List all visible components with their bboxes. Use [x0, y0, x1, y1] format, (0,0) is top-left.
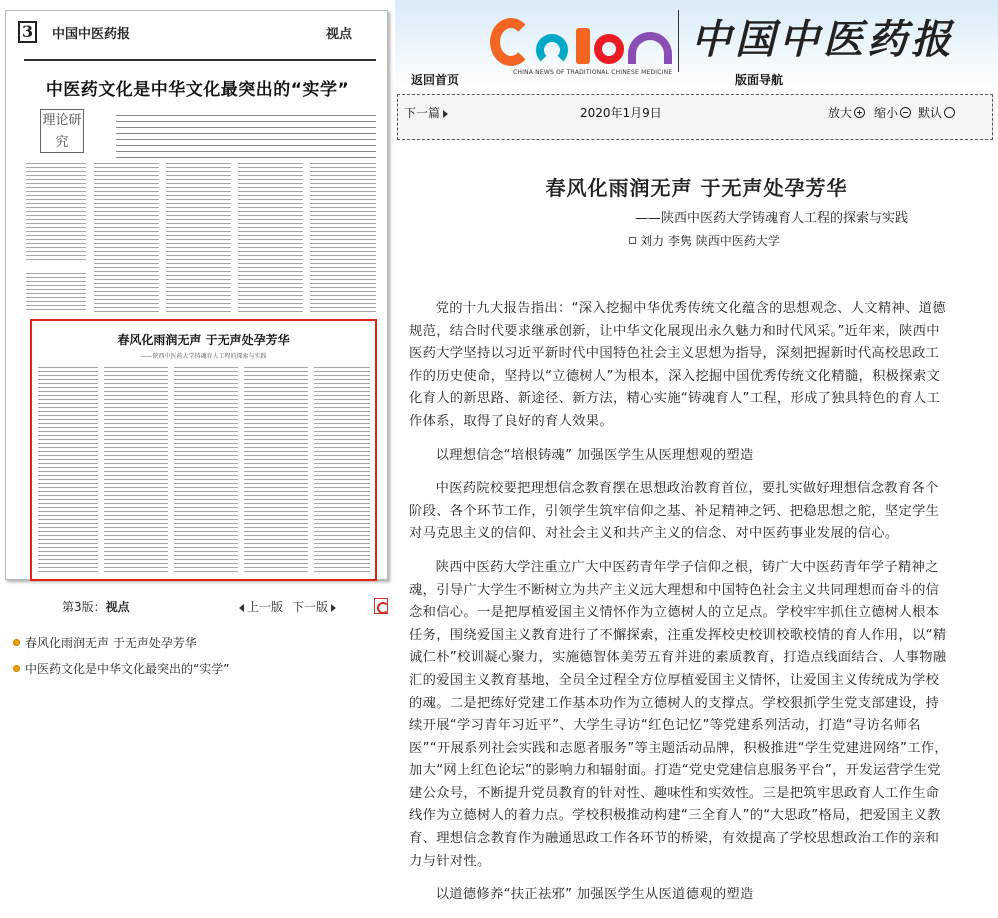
masthead-divider [678, 10, 679, 72]
article-paragraph: 党的十九大报告指出：“深入挖掘中华优秀传统文化蕴含的思想观念、人文精神、道德规范，结合时代要求继承创新，让中华文化展现出永久魅力和时代风采。”近年来，陕西中医药大学坚持以习近平新时代中国特色社会主义思想为指导，深刻把握新时代高校思政工作的历史使命，坚持以“立德树人”为根本，深入挖掘中国优秀传统文化精髓，积极探索文化育人的新思路、新途径、新方法，精心实施“铸魂育人”工程，形成了独具特色的育人工作体系，取得了良好的育人效果。 [409, 301, 946, 429]
zoom-in-button[interactable]: 放大 [828, 104, 865, 121]
highlighted-article-title: 春风化雨润无声 于无声处孕芳华 [117, 333, 290, 347]
article-section-heading: 以理想信念“培根铸魂” 加强医学生从医理想观的塑造 [435, 447, 754, 463]
next-page-link[interactable]: 下一版 [292, 598, 339, 615]
bullet-icon [13, 665, 20, 672]
circle-icon [944, 107, 955, 118]
triangle-left-icon [239, 604, 244, 612]
author-icon [629, 237, 636, 244]
text-column [38, 367, 98, 572]
text-column [244, 367, 308, 572]
triangle-right-icon [331, 604, 336, 612]
newspaper-page-thumbnail[interactable] [5, 10, 388, 580]
article-section-heading: 以道德修养“扶正祛邪” 加强医学生从医道德观的塑造 [435, 887, 754, 903]
prev-page-link[interactable]: 上一版 [236, 598, 283, 615]
page-header-rule [24, 41, 376, 61]
next-article-link[interactable]: 下一篇 [404, 104, 451, 121]
article-byline: 刘力 李隽 陕西中医药大学 [395, 232, 998, 249]
page-section-link[interactable]: 视点 [105, 600, 130, 614]
logo-caption: CHINA NEWS OF TRADITIONAL CHINESE MEDICINE [513, 69, 673, 76]
brand-name: 中国中医药报 [691, 16, 955, 63]
article-link[interactable]: 中医药文化是中华文化最突出的“实学” [13, 660, 229, 677]
pdf-download-icon[interactable] [374, 598, 388, 614]
article-paragraph: 陕西中医药大学注重立广大中医药青年学子信仰之根，铸广大中医药青年学子精神之魂，引导广大学生不断树立为共产主义远大理想和中国特色社会主义共同理想而奋斗的信念和信心。一是把厚植爱国主义情怀作为立德树人的立足点。学校牢牢抓住立德树人根本任务，围绕爱国主义教育进行了不懈探索，注重发挥校史校训校歌校情的育人作用，以“精诚仁朴”校训凝心聚力，实施德智体美劳五育并进的素质教育，打造点线面结合、人事物融汇的爱国主义教育基地，全员全过程全方位厚植爱国主义情怀，让爱国主义传统成为学校的魂。二是把练好党建工作基本功作为立德树人的支撑点。学校狠抓学生党支部建设，持续开展“学习青年习近平”、大学生寻访“红色记忆”等党建系列活动，打造“寻访名师名医”“开展系列社会实践和志愿者服务”等主题活动品牌，积极推进“学生党建进网络”工作，加大“网上红色论坛”的影响力和辐射面。打造“党史党建信息服务平台”，开发运营学生党建公众号，不断提升党员教育的针对性、趣味性和实效性。三是把筑牢思政育人工作生命线作为立德树人的着力点。学校积极推动构建“三全育人”的“大思政”格局，把爱国主义教育、理想信念教育作为融通思政工作各环节的桥梁，有效提高了学校思想政治工作的亲和力与针对性。 [409, 559, 949, 869]
page-navigation [0, 598, 395, 616]
highlighted-article-subtitle: ——陕西中医药大学铸魂育人工程的探索与实践 [140, 353, 267, 360]
theory-research-badge: 理论研究 [40, 109, 84, 153]
article-toolbar [397, 94, 993, 140]
text-column [314, 367, 370, 572]
triangle-right-icon [443, 110, 448, 118]
left-panel [0, 0, 395, 890]
text-column [26, 273, 86, 313]
text-column [238, 163, 303, 313]
text-column [166, 163, 231, 313]
lead-text-block [116, 115, 376, 163]
right-panel [395, 0, 998, 903]
zoom-default-button[interactable]: 默认 [918, 104, 955, 121]
bullet-icon [13, 639, 20, 646]
zoom-out-button[interactable]: 缩小 [874, 104, 911, 121]
page-label: 第3版：视点 [62, 600, 130, 614]
minus-circle-icon [900, 107, 911, 118]
page-number: 3 [18, 21, 37, 43]
issue-date: 2020年1月9日 [580, 106, 662, 120]
page-section: 视点 [326, 27, 353, 42]
article-title: 春风化雨润无声 于无声处孕芳华 [545, 176, 848, 200]
article-paragraph: 中医药院校要把理想信念教育摆在思想政治教育首位，要扎实做好理想信念教育各个阶段、各个环节工作，引领学生筑牢信仰之基、补足精神之钙、把稳思想之舵，坚定学生对马克思主义的信仰、对社会主义和共产主义的信念、对中医药事业发展的信心。 [409, 481, 940, 542]
highlighted-article-region[interactable] [30, 319, 377, 581]
text-column [94, 163, 159, 313]
article-link[interactable]: 春风化雨润无声 于无声处孕芳华 [13, 634, 197, 651]
article-body [409, 298, 949, 918]
page-brand: 中国中医药报 [52, 27, 131, 42]
text-column [174, 367, 238, 572]
home-link[interactable]: 返回首页 [411, 73, 460, 87]
article-subtitle: ——陕西中医药大学铸魂育人工程的探索与实践 [634, 211, 908, 226]
text-column [104, 367, 168, 572]
layout-nav-link[interactable]: 版面导航 [735, 73, 784, 87]
masthead [395, 0, 998, 89]
plus-circle-icon [854, 107, 865, 118]
text-column [310, 163, 376, 313]
page-headline[interactable]: 中医药文化是中华文化最突出的“实学” [45, 80, 350, 100]
text-column [26, 163, 86, 263]
